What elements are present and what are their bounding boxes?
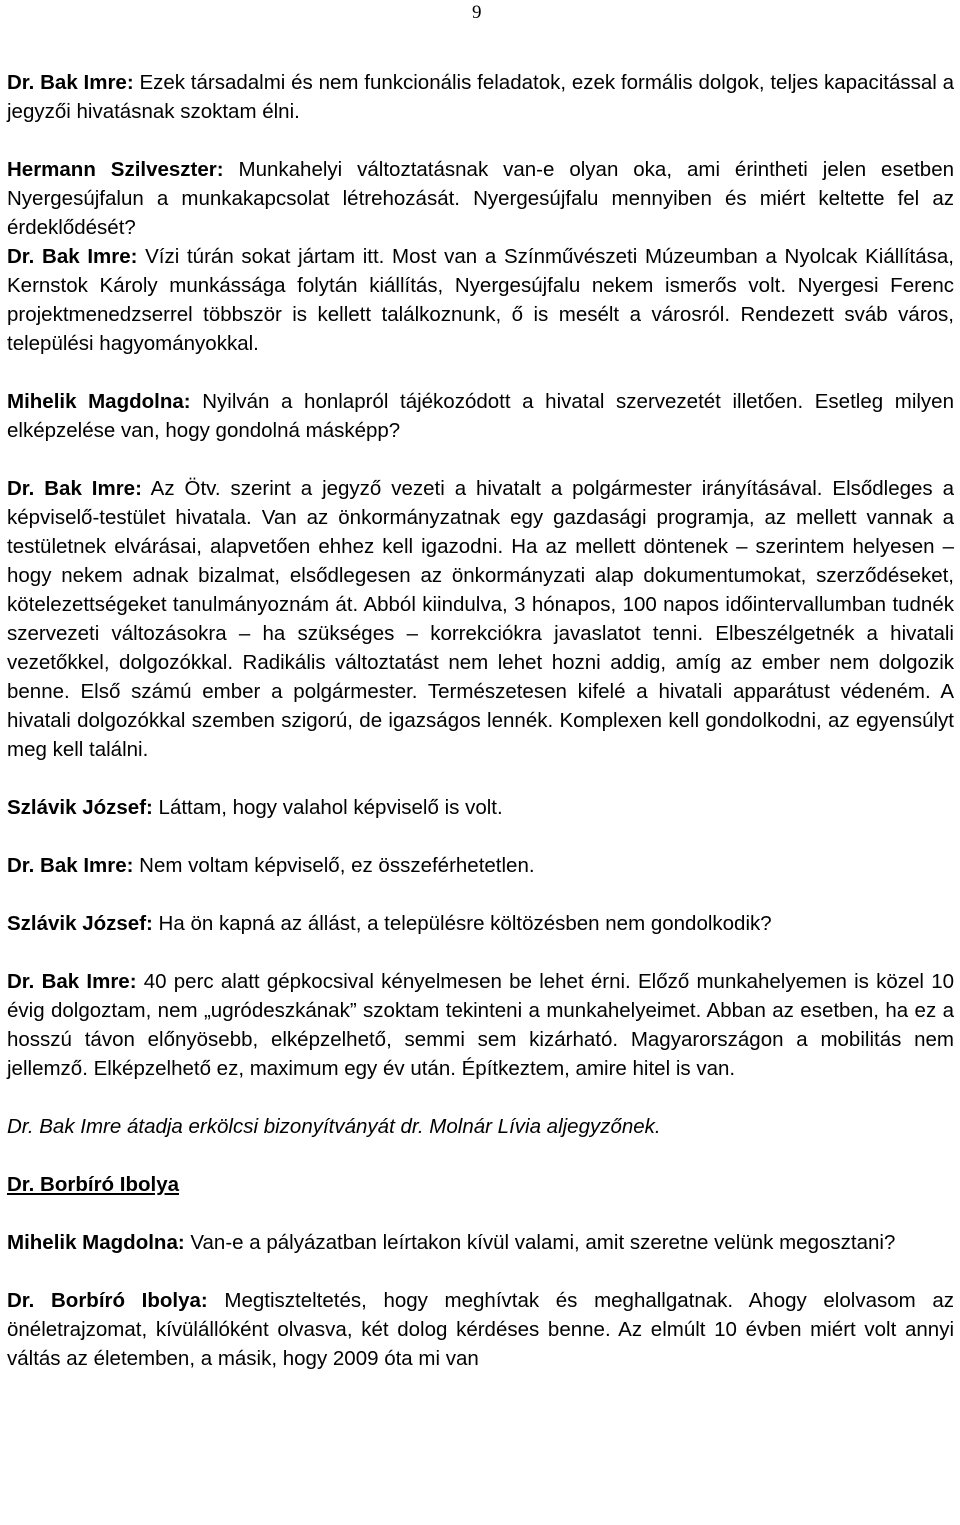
page-number: 9 (472, 2, 482, 23)
procedural-note: Dr. Bak Imre átadja erkölcsi bizonyítványát dr. Molnár Lívia aljegyzőnek. (7, 1115, 661, 1138)
paragraph (7, 851, 954, 880)
speaker-name: Mihelik Magdolna: (7, 1231, 185, 1254)
paragraph (7, 68, 954, 126)
speaker-name: Dr. Bak Imre: (7, 245, 138, 268)
speech-text: Nyilván a honlapról tájékozódott a hivatal szervezetét illetően. Esetleg milyen elképzelése van, hogy gondolná másképp? (7, 390, 954, 442)
speech-text: Az Ötv. szerint a jegyző vezeti a hivatalt a polgármester irányításával. Elsődleges a képviselő-testület hivatala. Van az önkormányzatnak egy gazdasági programja, az mellett vannak a testületnek elvárásai, alapvetően ehhez kell igazodni. Ha az mellett döntenek – szerintem helyesen – hogy nekem adnak bizalmat, elsődlegesen az önkormányzati alap dokumentumokat, szerződéseket, kötelezettségeket tanulmányoznám át. Abból kiindulva, 3 hónapos, 100 napos időintervallumban tudnék szervezeti változásokra – ha szükséges – korrekciókra javaslatot tenni. Elbeszélgetnék a hivatali vezetőkkel, dolgozókkal. Radikális változtatást nem lehet hozni addig, amíg az ember nem dolgozik benne. Első számú ember a polgármester. Természetesen kifelé a hivatali apparátust védeném. A hivatali dolgozókkal szemben szigorú, de igazságos lennék. Komplexen kell gondolkodni, az egyensúlyt meg kell találni. (7, 477, 954, 761)
speaker-name: Szlávik József: (7, 796, 153, 819)
speaker-name: Szlávik József: (7, 912, 153, 935)
speech-text: Ha ön kapná az állást, a településre költözésben nem gondolkodik? (152, 912, 772, 935)
candidate-heading: Dr. Borbíró Ibolya (7, 1173, 179, 1196)
speech-text: Megtiszteltetés, hogy meghívtak és meghallgatnak. Ahogy elolvasom az önéletrajzomat, kívülállóként olvasva, két dolog kérdéses benne. Az elmúlt 10 évben miért volt annyi váltás az életemben, a másik, hogy 2009 óta mi van (7, 1289, 954, 1370)
paragraph (7, 909, 954, 938)
speech-text: Láttam, hogy valahol képviselő is volt. (152, 796, 503, 819)
speaker-name: Dr. Bak Imre: (7, 970, 137, 993)
paragraph (7, 1228, 954, 1257)
speaker-name: Dr. Bak Imre: (7, 477, 142, 500)
paragraph (7, 967, 954, 1083)
paragraph (7, 474, 954, 764)
paragraph (7, 387, 954, 445)
speech-text: Nem voltam képviselő, ez összeférhetetlen. (133, 854, 535, 877)
speech-text: Vízi túrán sokat jártam itt. Most van a Színművészeti Múzeumban a Nyolcak Kiállítása, Kernstok Károly munkássága folytán kiállítás, Nyergesújfalu nekem ismerős volt. Nyergesi Ferenc projektmenedzserrel többször is kellett találkoznunk, ő is mesélt a városról. Rendezett sváb város, települési hagyományokkal. (7, 245, 954, 355)
speaker-name: Dr. Bak Imre: (7, 71, 134, 94)
speech-text: Van-e a pályázatban leírtakon kívül valami, amit szeretne velünk megosztani? (184, 1231, 896, 1254)
paragraph (7, 793, 954, 822)
speech-text: Ezek társadalmi és nem funkcionális feladatok, ezek formális dolgok, teljes kapacitással a jegyzői hivatásnak szoktam élni. (7, 71, 954, 123)
speech-text: 40 perc alatt gépkocsival kényelmesen be lehet érni. Előző munkahelyemen is közel 10 évig dolgoztam, nem „ugródeszkának” szoktam tekinteni a munkahelyeimet. Abban az esetben, ha ez a hosszú távon előnyösebb, elképzelhető, semmi sem kizárható. Magyarországon a mobilitás nem jellemző. Elképzelhető ez, maximum egy év után. Építkeztem, amire hitel is van. (7, 970, 954, 1080)
paragraph (7, 1286, 954, 1373)
speaker-name: Mihelik Magdolna: (7, 390, 191, 413)
speaker-name: Dr. Bak Imre: (7, 854, 134, 877)
transcript-body (7, 68, 954, 1373)
paragraph (7, 155, 954, 242)
paragraph (7, 242, 954, 358)
speaker-name: Dr. Borbíró Ibolya: (7, 1289, 208, 1312)
speaker-name: Hermann Szilveszter: (7, 158, 224, 181)
speech-text: Munkahelyi változtatásnak van-e olyan oka, ami érintheti jelen esetben Nyergesújfalun a munkakapcsolat létrehozását. Nyergesújfalu mennyiben és miért keltette fel az érdeklődését? (7, 158, 954, 239)
